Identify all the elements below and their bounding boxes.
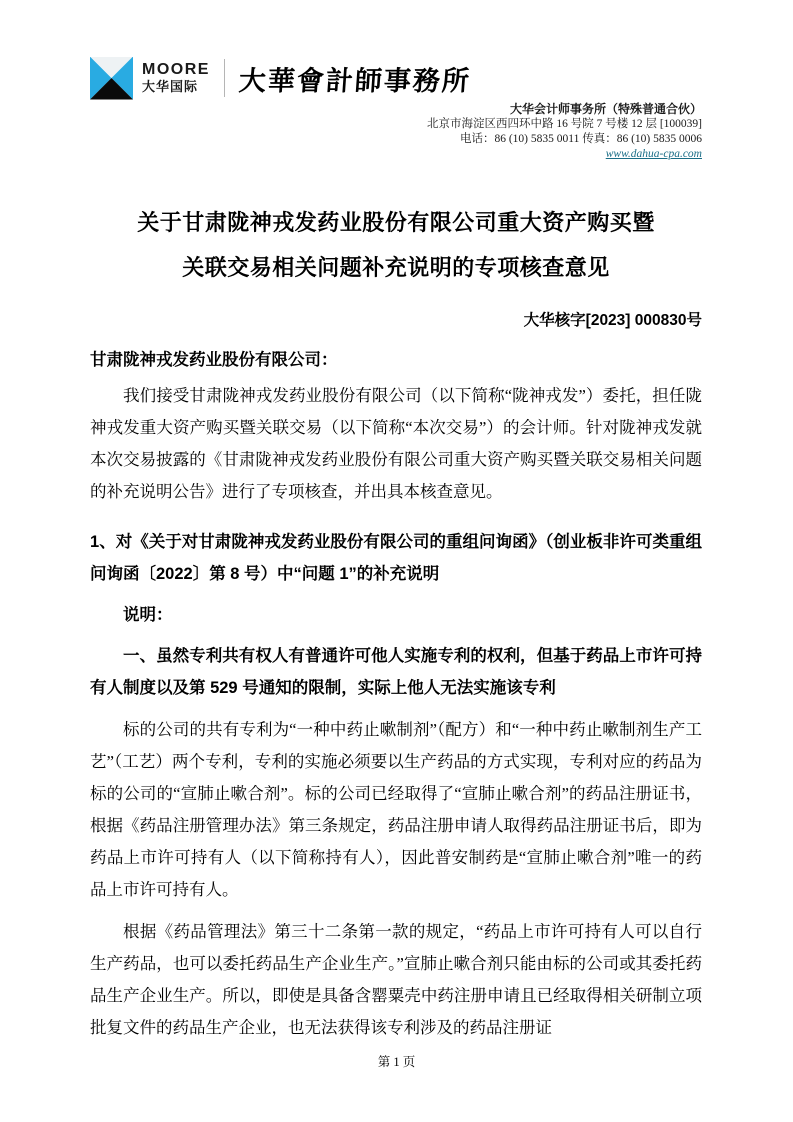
contact-block — [90, 102, 702, 162]
moore-logo-icon — [90, 57, 133, 100]
intro-paragraph: 我们接受甘肃陇神戎发药业股份有限公司（以下简称“陇神戎发”）委托，担任陇神戎发重大资产购买暨关联交易（以下简称“本次交易”）的会计师。针对陇神戎发就本次交易披露的《甘肃陇神戎发药业股份有限公司重大资产购买暨关联交易相关问题的补充说明公告》进行了专项核查，并出具本核查意见。 — [90, 386, 702, 501]
firm-calligraphy-name: 大華會計師事務所 — [237, 65, 472, 96]
logo-wordmark — [142, 61, 210, 94]
law-paragraph: 根据《药品管理法》第三十二条第一款的规定，“药品上市许可持有人可以自行生产药品，也可以委托药品生产企业生产。”宣肺止嗽合剂只能由标的公司或其委托药品生产企业生产。所以，即使是具备含罂粟壳中药注册申请且已经取得相关研制立项批复文件的药品生产企业，也无法获得该专利涉及的药品注册证 — [90, 922, 702, 1037]
reference-number: 大华核字[2023] 000830号 — [523, 312, 702, 329]
letter-body — [90, 200, 702, 1044]
firm-full-name: 大华会计师事务所（特殊普通合伙） — [509, 102, 702, 116]
logo-row — [90, 56, 702, 100]
website-link[interactable]: www.dahua-cpa.com — [605, 148, 702, 160]
subsection-heading: 一、虽然专利共有权人有普通许可他人实施专利的权利，但基于药品上市许可持有人制度以及第 529 号通知的限制，实际上他人无法实施该专利 — [90, 647, 702, 697]
patent-paragraph: 标的公司的共有专利为“一种中药止嗽制剂”（配方）和“一种中药止嗽制剂生产工艺”（工艺）两个专利，专利的实施必须要以生产药品的方式实现，专利对应的药品为标的公司的“宣肺止嗽合剂”。标的公司已经取得了“宣肺止嗽合剂”的药品注册证书，根据《药品注册管理办法》第三条规定，药品注册申请人取得药品注册证书后，即为药品上市许可持有人（以下简称持有人），因此普安制药是“宣肺止嗽合剂”唯一的药品上市许可持有人。 — [90, 720, 702, 899]
section-1-heading: 1、对《关于对甘肃陇神戎发药业股份有限公司的重组问询函》（创业板非许可类重组问询函〔2022〕第 8 号）中“问题 1”的补充说明 — [90, 533, 702, 583]
page-footer — [0, 1052, 793, 1070]
document-title — [90, 200, 702, 290]
explanation-label: 说明： — [123, 606, 173, 624]
logo-brand-cn: 大华国际 — [142, 78, 199, 94]
logo-divider — [224, 59, 225, 97]
addressee-line: 甘肃陇神戎发药业股份有限公司： — [90, 351, 338, 369]
logo-brand-en: MOORE — [142, 61, 210, 79]
page-number: 第 1 页 — [377, 1055, 416, 1069]
title-line-2: 关联交易相关问题补充说明的专项核查意见 — [182, 255, 610, 280]
letterhead — [90, 56, 702, 162]
website-line — [90, 147, 702, 162]
title-line-1: 关于甘肃陇神戎发药业股份有限公司重大资产购买暨 — [137, 210, 655, 235]
firm-phone-fax: 电话：86 (10) 5835 0011 传真：86 (10) 5835 0006 — [459, 133, 702, 145]
firm-address: 北京市海淀区西四环中路 16 号院 7 号楼 12 层 [100039] — [426, 118, 702, 130]
